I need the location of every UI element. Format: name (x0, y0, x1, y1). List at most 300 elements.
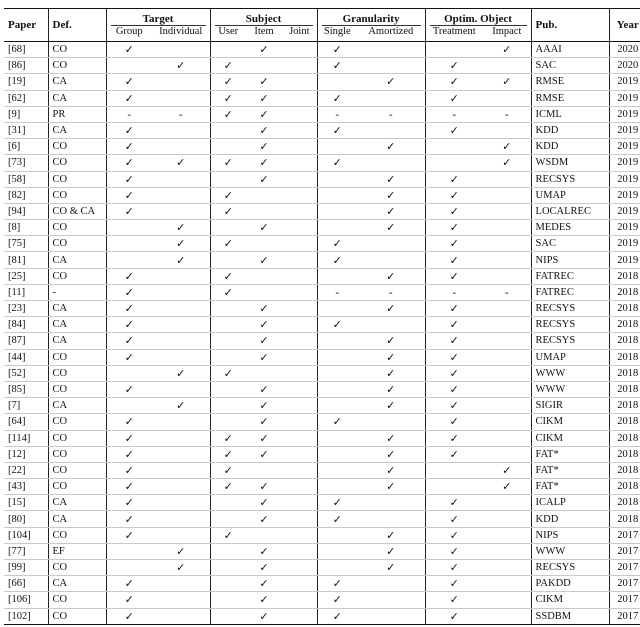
cell-def: CO (48, 527, 106, 543)
cell-user (210, 220, 246, 236)
table-row (4, 106, 640, 122)
cell-item: ✓ (246, 42, 282, 58)
cell-pub: KDD (531, 139, 609, 155)
cell-paper: [15] (4, 495, 48, 511)
cell-paper: [66] (4, 576, 48, 592)
cell-pub: RMSE (531, 90, 609, 106)
cell-pub: WSDM (531, 155, 609, 171)
cell-year: 2018 (609, 365, 640, 381)
cell-impact (483, 430, 531, 446)
cell-amortized: ✓ (357, 349, 425, 365)
cell-year: 2019 (609, 203, 640, 219)
cell-group: ✓ (106, 576, 152, 592)
cell-individual: ✓ (152, 155, 210, 171)
header-paper: Paper (4, 9, 48, 42)
cell-pub: SSDBM (531, 608, 609, 624)
cell-impact (483, 203, 531, 219)
cell-group (106, 398, 152, 414)
cell-joint (282, 381, 317, 397)
cell-individual (152, 171, 210, 187)
cell-group: ✓ (106, 608, 152, 624)
cell-item: ✓ (246, 446, 282, 462)
cell-year: 2018 (609, 349, 640, 365)
cell-impact (483, 527, 531, 543)
cell-amortized: - (357, 106, 425, 122)
cell-treatment: ✓ (425, 608, 483, 624)
cell-treatment: ✓ (425, 236, 483, 252)
cell-item: ✓ (246, 398, 282, 414)
cell-joint (282, 511, 317, 527)
cell-paper: [12] (4, 446, 48, 462)
cell-def: EF (48, 543, 106, 559)
table-row (4, 139, 640, 155)
cell-year: 2020 (609, 42, 640, 58)
cell-item: ✓ (246, 479, 282, 495)
cell-single: ✓ (317, 122, 357, 138)
cell-single (317, 187, 357, 203)
cell-treatment: ✓ (425, 381, 483, 397)
cell-pub: FATREC (531, 284, 609, 300)
cell-joint (282, 106, 317, 122)
cell-joint (282, 122, 317, 138)
cell-user (210, 608, 246, 624)
cell-paper: [104] (4, 527, 48, 543)
cell-year: 2019 (609, 220, 640, 236)
header-granularity (317, 9, 425, 27)
cell-user: ✓ (210, 365, 246, 381)
cell-amortized: - (357, 284, 425, 300)
subheader-group: Group (106, 26, 152, 42)
cell-group: ✓ (106, 462, 152, 478)
cell-amortized (357, 576, 425, 592)
cell-pub: CIKM (531, 592, 609, 608)
cell-group: ✓ (106, 479, 152, 495)
cell-amortized: ✓ (357, 398, 425, 414)
cell-item: ✓ (246, 543, 282, 559)
table-row (4, 608, 640, 624)
cell-group: ✓ (106, 349, 152, 365)
cell-joint (282, 220, 317, 236)
cell-paper: [82] (4, 187, 48, 203)
cell-single: ✓ (317, 42, 357, 58)
cell-joint (282, 430, 317, 446)
cell-treatment: ✓ (425, 543, 483, 559)
cell-user (210, 122, 246, 138)
cell-joint (282, 268, 317, 284)
cell-treatment: ✓ (425, 398, 483, 414)
cell-item (246, 187, 282, 203)
cell-user: ✓ (210, 430, 246, 446)
cell-user (210, 42, 246, 58)
table-row (4, 381, 640, 397)
cell-year: 2019 (609, 139, 640, 155)
cell-def: CO (48, 365, 106, 381)
table-row (4, 592, 640, 608)
cell-group: ✓ (106, 90, 152, 106)
cell-treatment (425, 479, 483, 495)
cell-user: ✓ (210, 106, 246, 122)
cell-individual: ✓ (152, 220, 210, 236)
table-row (4, 317, 640, 333)
table-row (4, 479, 640, 495)
cell-amortized (357, 42, 425, 58)
table-row (4, 495, 640, 511)
cell-individual (152, 74, 210, 90)
cell-amortized (357, 155, 425, 171)
cell-item: ✓ (246, 106, 282, 122)
cell-item: ✓ (246, 430, 282, 446)
cell-user (210, 511, 246, 527)
cell-treatment: ✓ (425, 203, 483, 219)
cell-user (210, 252, 246, 268)
cell-year: 2017 (609, 608, 640, 624)
cell-paper: [73] (4, 155, 48, 171)
cell-pub: UMAP (531, 187, 609, 203)
cell-paper: [19] (4, 74, 48, 90)
table-row (4, 349, 640, 365)
cell-paper: [94] (4, 203, 48, 219)
cell-pub: RMSE (531, 74, 609, 90)
cell-paper: [85] (4, 381, 48, 397)
cell-item (246, 284, 282, 300)
cell-item: ✓ (246, 155, 282, 171)
cell-pub: LOCALREC (531, 203, 609, 219)
cell-single: ✓ (317, 90, 357, 106)
cell-def: CO (48, 42, 106, 58)
cell-paper: [8] (4, 220, 48, 236)
cell-year: 2018 (609, 301, 640, 317)
subheader-joint: Joint (282, 26, 317, 42)
cell-year: 2018 (609, 462, 640, 478)
cell-impact: ✓ (483, 462, 531, 478)
cell-year: 2018 (609, 333, 640, 349)
cell-def: CO (48, 381, 106, 397)
cell-year: 2017 (609, 543, 640, 559)
table-row (4, 220, 640, 236)
cell-def: CO (48, 236, 106, 252)
table-row (4, 398, 640, 414)
cell-year: 2017 (609, 560, 640, 576)
cell-single (317, 349, 357, 365)
cell-treatment: ✓ (425, 301, 483, 317)
cell-individual (152, 317, 210, 333)
cell-amortized (357, 317, 425, 333)
cell-paper: [99] (4, 560, 48, 576)
table-row (4, 446, 640, 462)
subheader-user: User (210, 26, 246, 42)
cell-single (317, 527, 357, 543)
cell-def: CO (48, 414, 106, 430)
cell-treatment: ✓ (425, 317, 483, 333)
cell-item (246, 236, 282, 252)
cell-pub: CIKM (531, 414, 609, 430)
cell-paper: [75] (4, 236, 48, 252)
cell-paper: [31] (4, 122, 48, 138)
cell-single (317, 171, 357, 187)
cell-def: CO (48, 187, 106, 203)
cell-user: ✓ (210, 284, 246, 300)
cell-amortized: ✓ (357, 527, 425, 543)
cell-group (106, 543, 152, 559)
cell-year: 2018 (609, 398, 640, 414)
cell-individual (152, 122, 210, 138)
cell-joint (282, 90, 317, 106)
cell-impact: ✓ (483, 74, 531, 90)
cell-individual (152, 42, 210, 58)
cell-group: ✓ (106, 155, 152, 171)
cell-single: ✓ (317, 608, 357, 624)
cell-amortized (357, 236, 425, 252)
cell-single: ✓ (317, 592, 357, 608)
cell-pub: SAC (531, 236, 609, 252)
cell-item: ✓ (246, 74, 282, 90)
cell-treatment: ✓ (425, 576, 483, 592)
table-row (4, 155, 640, 171)
cell-user (210, 333, 246, 349)
table-row (4, 236, 640, 252)
cell-group: ✓ (106, 414, 152, 430)
cell-individual (152, 608, 210, 624)
table-row (4, 74, 640, 90)
cell-paper: [114] (4, 430, 48, 446)
cell-paper: [62] (4, 90, 48, 106)
cell-individual (152, 479, 210, 495)
cell-year: 2019 (609, 122, 640, 138)
cell-year: 2018 (609, 381, 640, 397)
cell-amortized: ✓ (357, 430, 425, 446)
cell-paper: [23] (4, 301, 48, 317)
cell-def: CA (48, 495, 106, 511)
cell-treatment: ✓ (425, 90, 483, 106)
cell-year: 2019 (609, 187, 640, 203)
cell-paper: [64] (4, 414, 48, 430)
cell-treatment: ✓ (425, 446, 483, 462)
cell-user: ✓ (210, 462, 246, 478)
cell-joint (282, 139, 317, 155)
cell-def: CA (48, 511, 106, 527)
cell-joint (282, 349, 317, 365)
table-row (4, 252, 640, 268)
cell-def: CA (48, 317, 106, 333)
cell-single: ✓ (317, 495, 357, 511)
cell-paper: [44] (4, 349, 48, 365)
cell-pub: MEDES (531, 220, 609, 236)
cell-user (210, 301, 246, 317)
cell-user (210, 349, 246, 365)
cell-user (210, 398, 246, 414)
cell-def: CO (48, 592, 106, 608)
table-row (4, 203, 640, 219)
cell-group: ✓ (106, 171, 152, 187)
table-row (4, 268, 640, 284)
cell-def: CO (48, 58, 106, 74)
cell-user: ✓ (210, 74, 246, 90)
cell-paper: [80] (4, 511, 48, 527)
header-def: Def. (48, 9, 106, 42)
cell-individual: ✓ (152, 236, 210, 252)
cell-group (106, 252, 152, 268)
cell-impact (483, 446, 531, 462)
cell-single: - (317, 284, 357, 300)
header-granularity-label: Granularity (322, 13, 421, 26)
cell-year: 2017 (609, 592, 640, 608)
cell-impact (483, 301, 531, 317)
cell-amortized: ✓ (357, 74, 425, 90)
cell-item: ✓ (246, 220, 282, 236)
cell-joint (282, 203, 317, 219)
cell-treatment: ✓ (425, 592, 483, 608)
cell-pub: ICML (531, 106, 609, 122)
cell-impact (483, 252, 531, 268)
cell-pub: RECSYS (531, 560, 609, 576)
cell-amortized: ✓ (357, 220, 425, 236)
cell-group: - (106, 106, 152, 122)
cell-treatment (425, 155, 483, 171)
cell-joint (282, 398, 317, 414)
cell-individual: ✓ (152, 543, 210, 559)
cell-joint (282, 42, 317, 58)
cell-def: CO (48, 560, 106, 576)
cell-pub: RECSYS (531, 171, 609, 187)
cell-impact (483, 414, 531, 430)
cell-amortized: ✓ (357, 381, 425, 397)
cell-joint (282, 58, 317, 74)
cell-year: 2017 (609, 527, 640, 543)
cell-impact (483, 349, 531, 365)
cell-impact (483, 543, 531, 559)
cell-impact (483, 122, 531, 138)
cell-paper: [77] (4, 543, 48, 559)
cell-group (106, 236, 152, 252)
cell-item: ✓ (246, 317, 282, 333)
cell-year: 2018 (609, 414, 640, 430)
cell-individual: ✓ (152, 398, 210, 414)
cell-amortized (357, 90, 425, 106)
cell-joint (282, 608, 317, 624)
cell-user: ✓ (210, 203, 246, 219)
cell-single (317, 381, 357, 397)
cell-impact (483, 381, 531, 397)
cell-individual (152, 139, 210, 155)
cell-individual (152, 381, 210, 397)
table-row (4, 284, 640, 300)
cell-treatment: ✓ (425, 268, 483, 284)
cell-user: ✓ (210, 527, 246, 543)
cell-def: CO (48, 608, 106, 624)
cell-impact (483, 560, 531, 576)
cell-joint (282, 155, 317, 171)
cell-single (317, 479, 357, 495)
cell-treatment: - (425, 284, 483, 300)
cell-treatment: ✓ (425, 220, 483, 236)
cell-single (317, 139, 357, 155)
table-row (4, 365, 640, 381)
cell-impact (483, 187, 531, 203)
cell-joint (282, 527, 317, 543)
cell-single (317, 220, 357, 236)
cell-user: ✓ (210, 58, 246, 74)
cell-single: ✓ (317, 576, 357, 592)
table-row (4, 527, 640, 543)
cell-single (317, 301, 357, 317)
cell-individual (152, 333, 210, 349)
cell-paper: [87] (4, 333, 48, 349)
cell-group: ✓ (106, 430, 152, 446)
cell-amortized: ✓ (357, 301, 425, 317)
cell-single: ✓ (317, 511, 357, 527)
cell-individual: ✓ (152, 560, 210, 576)
cell-amortized: ✓ (357, 171, 425, 187)
cell-single (317, 398, 357, 414)
cell-def: CA (48, 90, 106, 106)
cell-pub: WWW (531, 381, 609, 397)
cell-group: ✓ (106, 527, 152, 543)
table-header (4, 9, 640, 42)
cell-year: 2018 (609, 495, 640, 511)
cell-single (317, 462, 357, 478)
cell-def: CO (48, 446, 106, 462)
cell-item (246, 527, 282, 543)
cell-year: 2017 (609, 576, 640, 592)
cell-def: - (48, 284, 106, 300)
cell-item: ✓ (246, 414, 282, 430)
cell-joint (282, 560, 317, 576)
cell-impact (483, 495, 531, 511)
cell-individual (152, 414, 210, 430)
cell-pub: SIGIR (531, 398, 609, 414)
cell-single: ✓ (317, 252, 357, 268)
cell-joint (282, 301, 317, 317)
cell-def: CA (48, 301, 106, 317)
cell-user (210, 381, 246, 397)
cell-group: ✓ (106, 592, 152, 608)
cell-joint (282, 414, 317, 430)
subheader-single: Single (317, 26, 357, 42)
cell-treatment (425, 139, 483, 155)
cell-pub: FATREC (531, 268, 609, 284)
cell-group: ✓ (106, 42, 152, 58)
cell-amortized (357, 252, 425, 268)
cell-group: ✓ (106, 203, 152, 219)
cell-individual (152, 187, 210, 203)
cell-treatment: ✓ (425, 365, 483, 381)
cell-item: ✓ (246, 608, 282, 624)
cell-def: CO (48, 139, 106, 155)
cell-treatment (425, 42, 483, 58)
cell-impact (483, 365, 531, 381)
cell-def: CO & CA (48, 203, 106, 219)
cell-item: ✓ (246, 349, 282, 365)
cell-amortized: ✓ (357, 462, 425, 478)
table-row (4, 171, 640, 187)
cell-paper: [81] (4, 252, 48, 268)
header-year: Year (609, 9, 640, 42)
cell-single: ✓ (317, 317, 357, 333)
cell-joint (282, 495, 317, 511)
cell-individual: ✓ (152, 58, 210, 74)
cell-item: ✓ (246, 301, 282, 317)
cell-def: CO (48, 462, 106, 478)
cell-impact (483, 236, 531, 252)
cell-pub: UMAP (531, 349, 609, 365)
cell-group (106, 365, 152, 381)
header-target (106, 9, 210, 27)
cell-single (317, 203, 357, 219)
cell-paper: [52] (4, 365, 48, 381)
cell-paper: [22] (4, 462, 48, 478)
cell-user: ✓ (210, 90, 246, 106)
cell-year: 2019 (609, 74, 640, 90)
